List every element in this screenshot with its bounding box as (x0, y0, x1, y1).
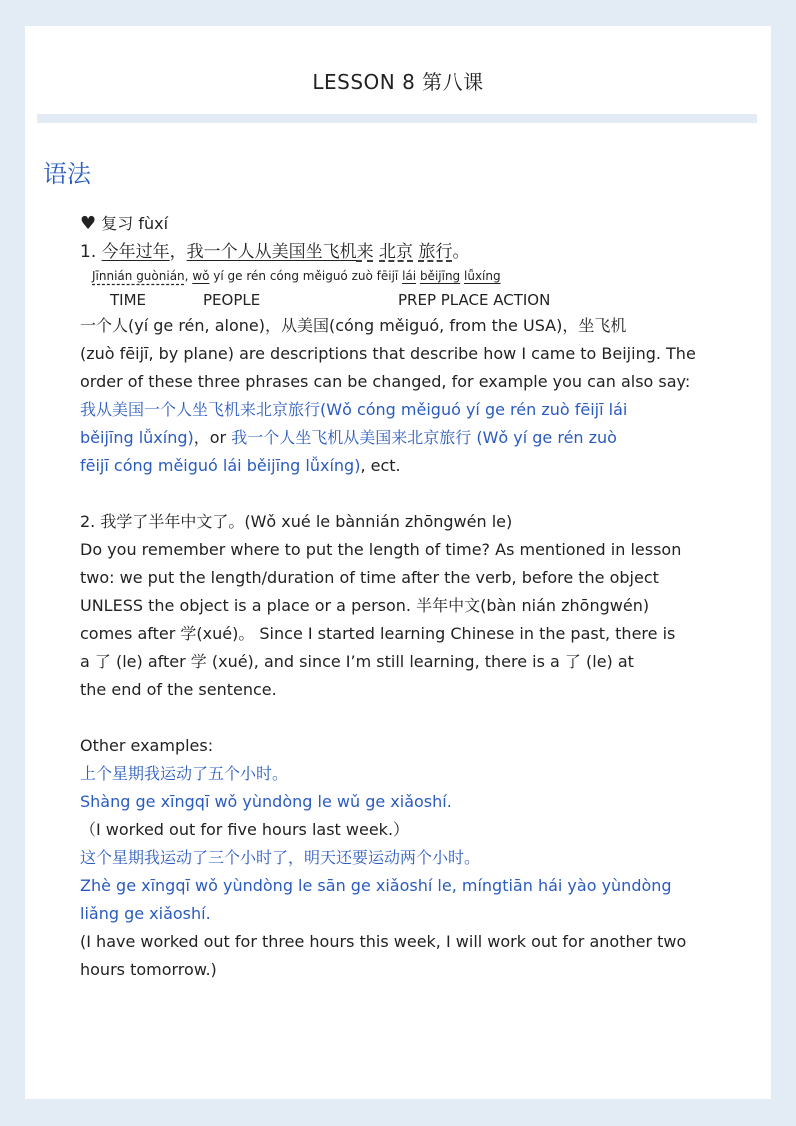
section-heading: 语法 (43, 160, 91, 188)
example-pinyin: Shàng ge xīngqī wǒ yùndòng le wǔ ge xiǎoshí. (80, 792, 452, 811)
example-english: (I have worked out for three hours this week, I will work out for another two (80, 932, 687, 951)
lesson-body (80, 210, 730, 984)
example-sentence-1 (80, 238, 730, 266)
grammar-labels (80, 286, 730, 312)
connector-text: ，or (193, 428, 232, 447)
paragraph-line: a 了 (le) after 学 (xué), and since I’m still learning, there is a 了 (le) at (80, 652, 634, 671)
spacer (80, 704, 730, 732)
word-come: 来 (356, 242, 374, 262)
paragraph-line: comes after 学(xué)。 Since I started learning Chinese in the past, there is (80, 624, 676, 643)
document-page (25, 26, 771, 1099)
word-action: 旅行 (418, 242, 453, 262)
pinyin-come: lái (402, 269, 417, 283)
word-place: 北京 (379, 242, 414, 262)
punct: 。 (452, 242, 470, 262)
example-text: fēijī cóng měiguó lái běijīng lǚxíng) (80, 456, 361, 475)
label-time: TIME (110, 291, 147, 309)
pinyin-action: lǚxíng (464, 269, 501, 283)
spacer (80, 480, 730, 508)
review-heading (80, 210, 730, 238)
pinyin-place: běijīng (419, 269, 461, 283)
example-pinyin: Zhè ge xīngqī wǒ yùndòng le sān ge xiǎoshí le, míngtiān hái yào yùndòng (80, 876, 672, 895)
example-text: běijīng lǚxíng) (80, 428, 194, 447)
pinyin-time: Jīnnián guònián (92, 269, 185, 283)
heart-icon: ♥ (80, 213, 97, 234)
page-title: LESSON 8 第八课 (312, 70, 484, 94)
paragraph-line: 我从美国一个人坐飞机来北京旅行(Wǒ cóng měiguó yí ge rén zuò fēijī lái (80, 400, 628, 419)
example-english: hours tomorrow.) (80, 960, 217, 979)
paragraph-line: the end of the sentence. (80, 680, 277, 699)
paragraph-line: order of these three phrases can be changed, for example you can also say: (80, 372, 691, 391)
word-time: 今年过年 (101, 242, 170, 262)
label-people: PEOPLE (203, 291, 261, 309)
example-pinyin: liǎng ge xiǎoshí. (80, 904, 211, 923)
divider (37, 114, 757, 123)
pinyin-line (80, 266, 730, 286)
paragraph-line (80, 424, 730, 452)
paragraph-line (80, 452, 730, 480)
paragraph-line: 一个人(yí ge rén, alone)，从美国(cóng měiguó, from the USA)，坐飞机 (80, 316, 627, 335)
paragraph-line: UNLESS the object is a place or a person. 半年中文(bàn nián zhōngwén) (80, 596, 650, 615)
pinyin-people: wǒ (192, 269, 210, 283)
pinyin-mid: yí ge rén cóng měiguó zuò fēijī (209, 269, 403, 283)
example-sentence-2: 2. 我学了半年中文了。(Wǒ xué le bànnián zhōngwén le) (80, 512, 513, 531)
item-number: 1. (80, 242, 97, 262)
label-prep-place-action: PREP PLACE ACTION (398, 291, 551, 309)
paragraph-line: (zuò fēijī, by plane) are descriptions that describe how I came to Beijing. The (80, 344, 696, 363)
example-chinese: 这个星期我运动了三个小时了，明天还要运动两个小时。 (80, 848, 481, 867)
paragraph-line: two: we put the length/duration of time after the verb, before the object (80, 568, 659, 587)
example-chinese: 上个星期我运动了五个小时。 (80, 764, 289, 783)
punct: , (184, 269, 189, 283)
word-people: 我一个人从美国坐飞机 (186, 242, 357, 262)
review-label: 复习 fùxí (101, 214, 169, 233)
example-text: 我一个人坐飞机从美国来北京旅行 (Wǒ yí ge rén zuò (231, 428, 617, 447)
punct: ， (169, 242, 187, 262)
connector-text: , ect. (360, 456, 401, 475)
paragraph-line: Do you remember where to put the length of time? As mentioned in lesson (80, 540, 682, 559)
example-english: （I worked out for five hours last week.） (80, 820, 410, 839)
examples-label: Other examples: (80, 736, 214, 755)
